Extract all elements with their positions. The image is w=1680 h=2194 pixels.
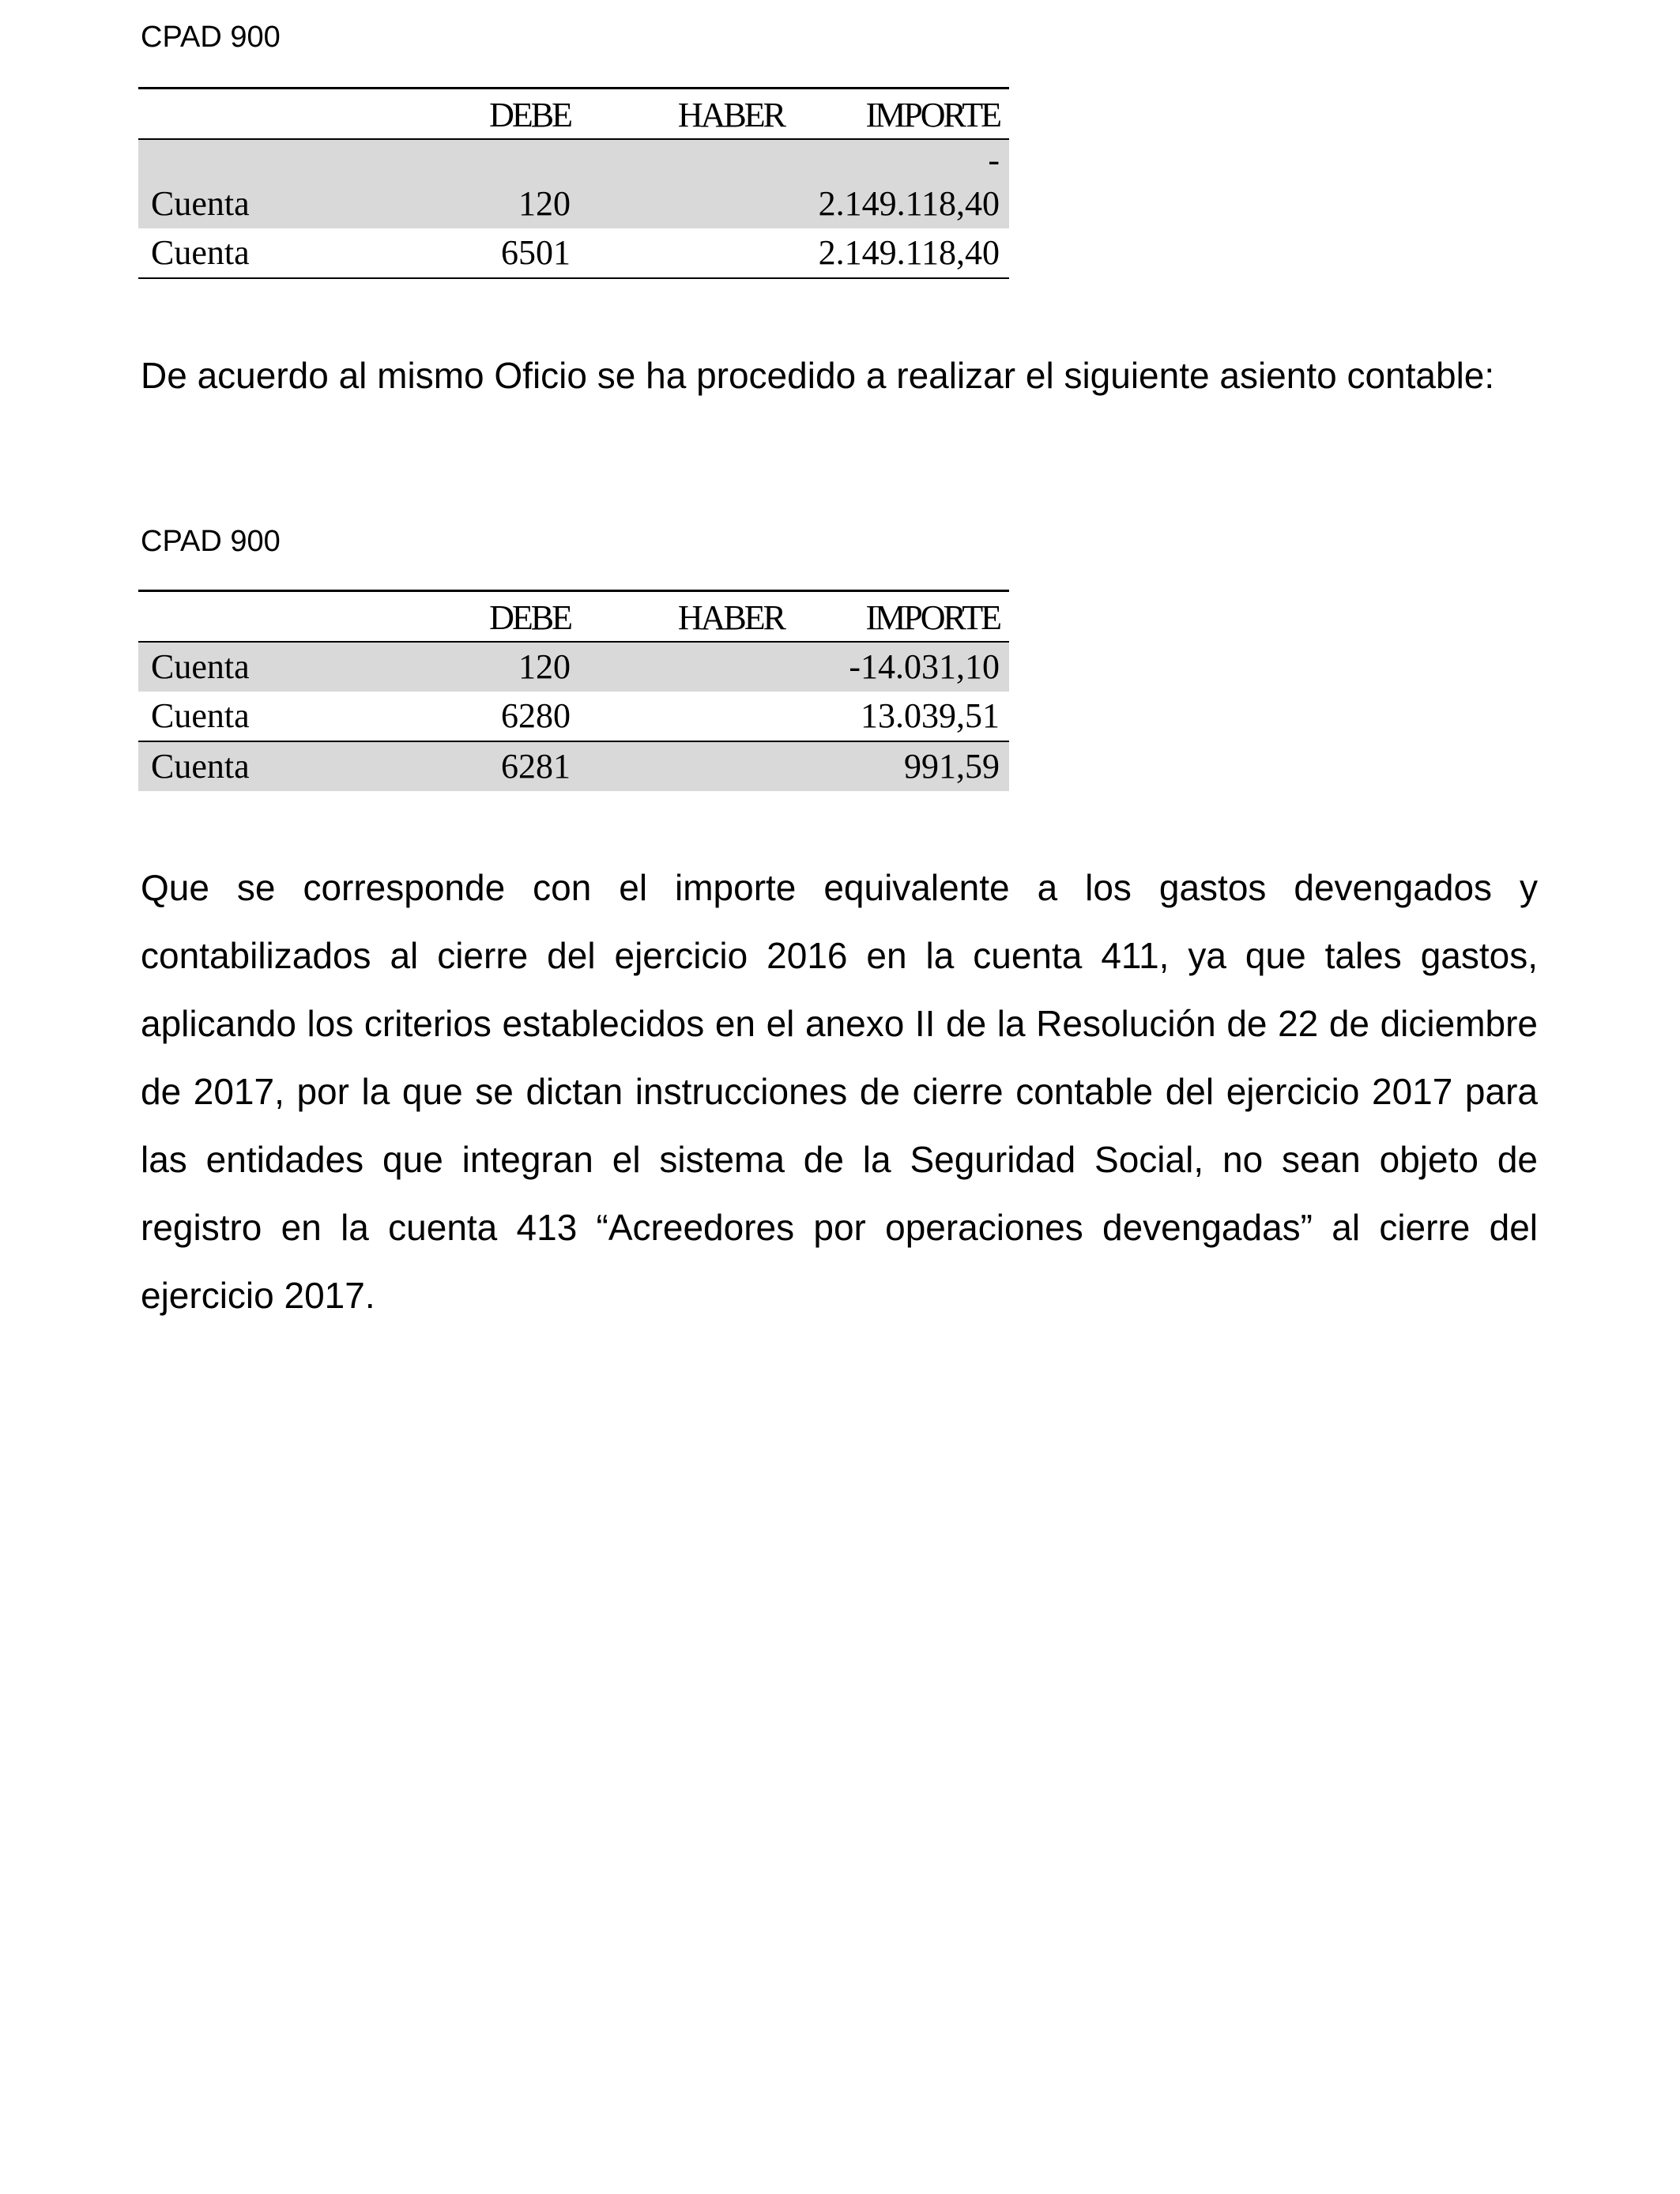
importe-sign: -: [988, 141, 1000, 179]
table-row: [138, 643, 1009, 692]
row-importe: 13.039,51: [861, 696, 1000, 735]
table-row: [138, 140, 1009, 228]
row-label: Cuenta: [151, 647, 250, 686]
table-row: [138, 228, 1009, 279]
row-label: Cuenta: [151, 233, 250, 272]
row-debe: 120: [518, 647, 571, 686]
header-debe: DEBE: [489, 598, 571, 637]
accounting-table-2: [138, 590, 1009, 791]
row-debe: 6501: [501, 233, 571, 272]
header-haber: HABER: [677, 96, 784, 134]
table-header-row: [138, 590, 1009, 643]
table-row: [138, 741, 1009, 791]
header-importe: IMPORTE: [865, 598, 1000, 637]
table-row: [138, 692, 1009, 741]
header-importe: IMPORTE: [865, 96, 1000, 134]
header-debe: DEBE: [489, 96, 571, 134]
row-importe: 991,59: [904, 747, 1000, 786]
accounting-table-1: [138, 87, 1009, 279]
table-header-row: [138, 87, 1009, 140]
row-importe: -14.031,10: [849, 647, 1000, 686]
row-label: Cuenta: [151, 747, 250, 786]
row-label: Cuenta: [151, 696, 250, 735]
table-1-caption: CPAD 900: [141, 21, 281, 54]
row-debe: 6280: [501, 696, 571, 735]
row-importe: 2.149.118,40: [818, 233, 1000, 272]
row-debe: 120: [518, 184, 571, 223]
row-label: Cuenta: [151, 184, 250, 223]
row-importe: 2.149.118,40: [818, 184, 1000, 223]
header-haber: HABER: [677, 598, 784, 637]
table-2-caption: CPAD 900: [141, 525, 281, 558]
paragraph-explanation: Que se corresponde con el importe equivalente a los gastos devengados y contabilizados al cierre del ejercicio 2016 en la cuenta 411, ya que tales gastos, aplicando los criterios establecidos en el anexo II de la Resolución de 22 de diciembre de 2017, por la que se dictan instrucciones de cierre contable del ejercicio 2017 para las entidades que integran el sistema de la Seguridad Social, no sean objeto de registro en la cuenta 413 “Acreedores por operaciones devengadas” al cierre del ejercicio 2017.: [141, 867, 1538, 1316]
row-debe: 6281: [501, 747, 571, 786]
paragraph-intro: De acuerdo al mismo Oficio se ha procedido a realizar el siguiente asiento contable:: [141, 355, 1495, 396]
